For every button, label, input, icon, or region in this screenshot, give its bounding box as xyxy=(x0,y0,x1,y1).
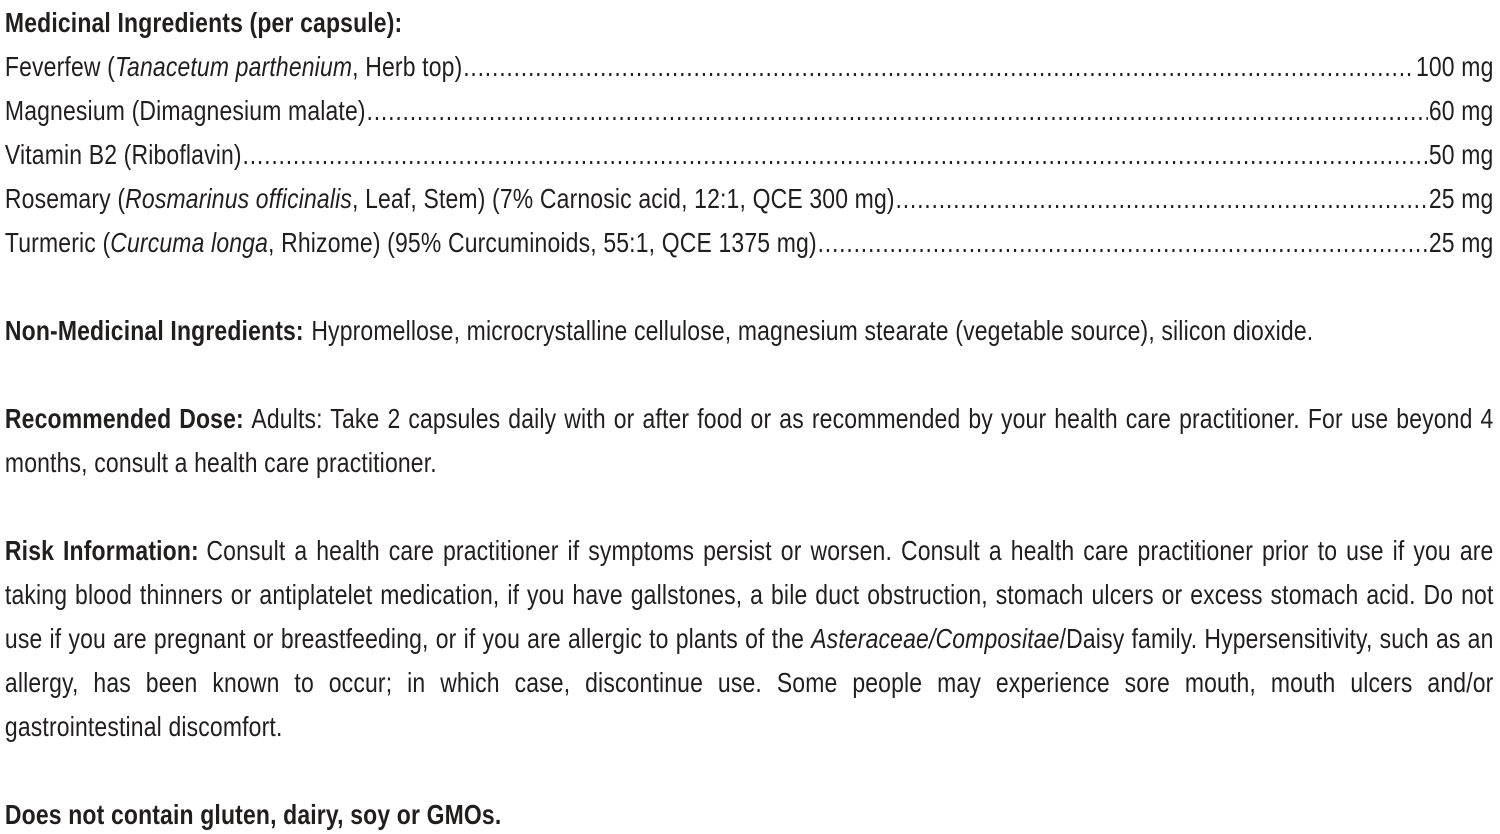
claims-statement: Does not contain gluten, dairy, soy or GMOs. xyxy=(4,799,502,830)
recommended-dose-paragraph xyxy=(5,397,1494,485)
risk-information-section xyxy=(5,529,1494,749)
medicinal-ingredients-section xyxy=(5,1,1494,265)
recommended-dose-text: Adults: Take 2 capsules daily with or after food or as recommended by your health care practitioner. For use beyond 4 months, consult a health care practitioner. xyxy=(4,403,1494,478)
dot-leader xyxy=(818,221,1428,265)
ingredient-row xyxy=(5,221,1494,265)
ingredient-name: Feverfew (Tanacetum parthenium, Herb top) xyxy=(4,51,463,82)
dot-leader xyxy=(896,177,1429,221)
ingredient-name: Vitamin B2 (Riboflavin) xyxy=(4,139,242,170)
dot-leader xyxy=(463,45,1415,89)
ingredient-name: Rosemary (Rosmarinus officinalis, Leaf, Stem) (7% Carnosic acid, 12:1, QCE 300 mg) xyxy=(4,183,895,214)
ingredient-name: Magnesium (Dimagnesium malate) xyxy=(4,95,366,126)
ingredient-amount: 25 mg xyxy=(1428,183,1494,214)
risk-information-text: Consult a health care practitioner if symptoms persist or worsen. Consult a health care practitioner prior to use if you are taking blood thinners or antiplatelet medication, if you have gallstones, a bile duct obstruction, stomach ulcers or excess stomach acid. Do not use if you are pregnant or breastfeeding, or if you are allergic to plants of the Asteraceae/Compositae/Daisy family. Hypersensitivity, such as an allergy, has been known to occur; in which case, discontinue use. Some people may experience sore mouth, mouth ulcers and/or gastrointestinal discomfort. xyxy=(4,535,1494,742)
risk-information-heading: Risk Information: xyxy=(4,535,199,566)
ingredient-amount: 60 mg xyxy=(1428,95,1494,126)
dot-leader xyxy=(243,133,1429,177)
non-medicinal-paragraph xyxy=(5,309,1494,353)
ingredient-row xyxy=(5,177,1494,221)
dot-leader xyxy=(367,89,1429,133)
ingredient-list xyxy=(5,45,1494,265)
non-medicinal-heading: Non-Medicinal Ingredients: xyxy=(4,315,304,346)
ingredient-amount: 100 mg xyxy=(1415,51,1494,82)
non-medicinal-text: Hypromellose, microcrystalline cellulose, magnesium stearate (vegetable source), silicon dioxide. xyxy=(311,315,1314,346)
risk-information-paragraph xyxy=(5,529,1494,749)
medicinal-ingredients-heading: Medicinal Ingredients (per capsule): xyxy=(4,7,403,38)
ingredient-amount: 25 mg xyxy=(1428,227,1494,258)
ingredient-row xyxy=(5,89,1494,133)
ingredient-amount: 50 mg xyxy=(1428,139,1494,170)
ingredient-row xyxy=(5,45,1494,89)
non-medicinal-section xyxy=(5,309,1494,353)
ingredient-row xyxy=(5,133,1494,177)
recommended-dose-heading: Recommended Dose: xyxy=(4,403,244,434)
recommended-dose-section xyxy=(5,397,1494,485)
claims-section xyxy=(5,793,1494,834)
ingredient-name: Turmeric (Curcuma longa, Rhizome) (95% Curcuminoids, 55:1, QCE 1375 mg) xyxy=(4,227,817,258)
